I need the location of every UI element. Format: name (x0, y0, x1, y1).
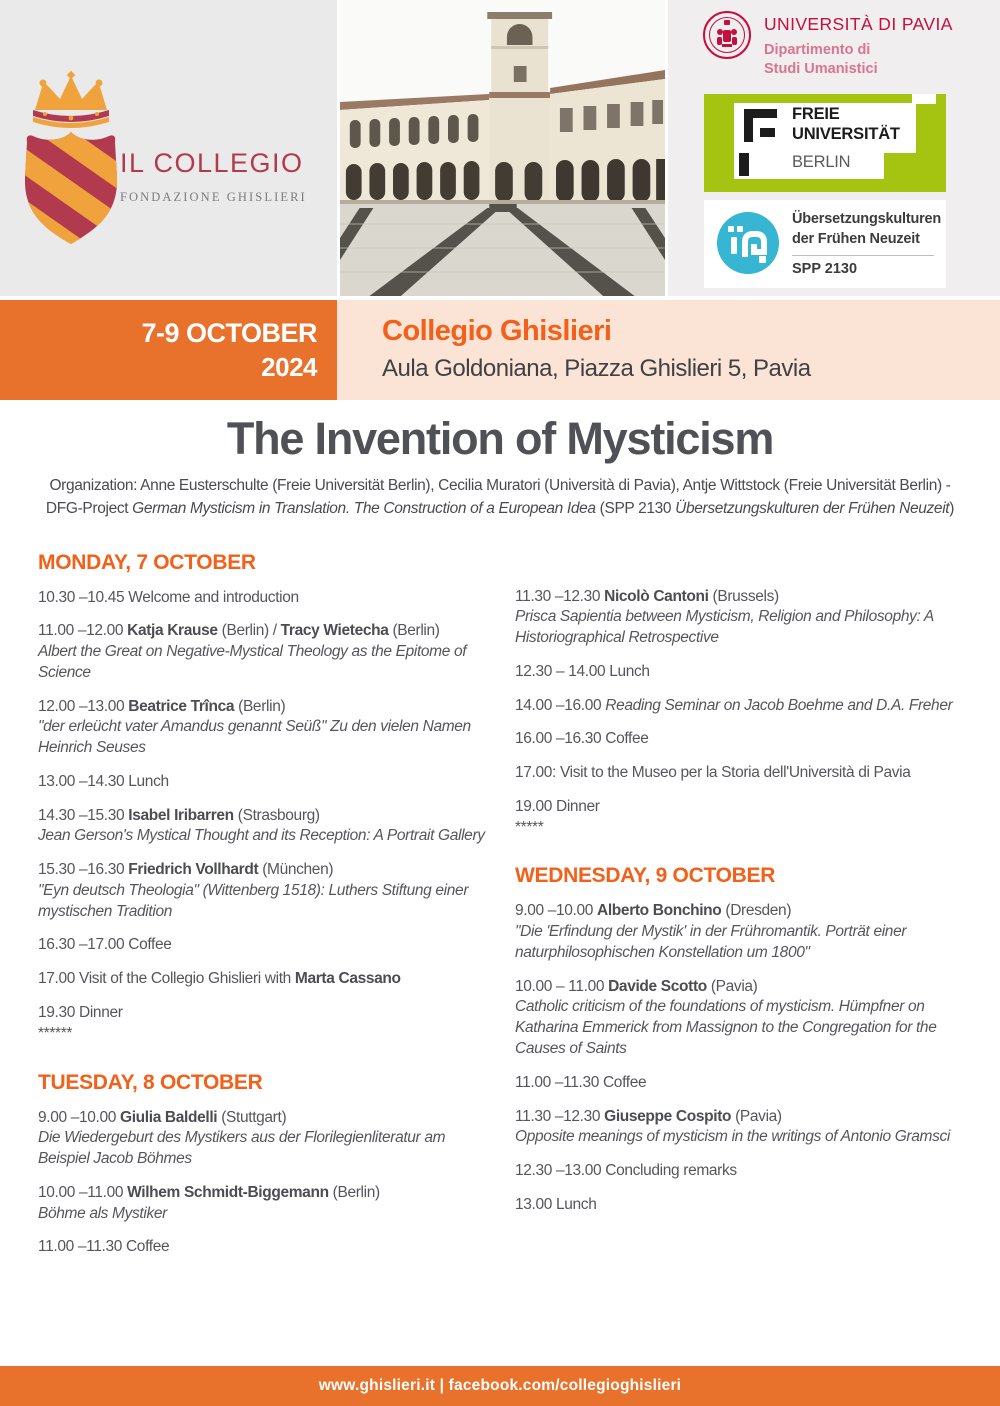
program-event (515, 587, 962, 649)
text-segment: (Dresden) (721, 902, 792, 920)
text-segment: 19.30 Dinner (38, 1003, 123, 1021)
text-segment: Alberto Bonchino (597, 902, 722, 920)
text-segment: 12.00 –13.00 (38, 697, 129, 715)
spp-divider (792, 255, 934, 256)
program-event (38, 1003, 485, 1045)
program-event (38, 806, 485, 848)
spp-line2: der Frühen Neuzeit (792, 230, 920, 247)
footer-bar (0, 1366, 1000, 1406)
text-segment: 11.30 –12.30 (515, 587, 605, 605)
text-segment: "Die 'Erfindung der Mystik' in der Frühromantik. Porträt einer naturphilosophischen Konstellation um 1800" (515, 923, 907, 961)
date-line2: 2024 (261, 351, 317, 382)
text-segment: 19.00 Dinner (515, 797, 600, 815)
program-event (38, 860, 485, 922)
program-event (515, 1161, 962, 1182)
fu-mark-icon (760, 128, 775, 137)
text-segment: 9.00 –10.00 (38, 1108, 120, 1126)
text-segment: 11.00 –11.30 Coffee (515, 1073, 647, 1091)
program-event (515, 1107, 962, 1149)
text-segment: 11.30 –12.30 (515, 1107, 605, 1125)
program-event (515, 1073, 962, 1094)
event-line (38, 588, 485, 609)
spp-line1: Übersetzungskulturen (792, 211, 942, 227)
event-line (38, 1024, 485, 1045)
text-segment: 16.30 –17.00 Coffee (38, 936, 172, 954)
event-line (38, 881, 485, 923)
fu-logo-white-block (912, 94, 936, 104)
program-column-left (38, 547, 485, 1259)
event-line (38, 772, 485, 793)
text-segment: Reading Seminar on Jacob Boehme and D.A. Freher (605, 696, 953, 714)
program-event (38, 588, 485, 609)
text-segment: German Mysticism in Translation. The Construction of a European Idea (132, 500, 596, 518)
event-line (515, 729, 962, 750)
event-line (515, 797, 962, 818)
event-line (515, 1161, 962, 1182)
text-segment: Beatrice Trînca (128, 697, 235, 715)
date-venue-banner (0, 300, 1000, 400)
program (38, 547, 962, 1259)
unipv-text (764, 10, 953, 79)
text-segment: 17.00: Visit to the Museo per la Storia dell'Università di Pavia (515, 764, 911, 782)
organization-line (25, 474, 975, 497)
text-segment: Catholic criticism of the foundations of mysticism. Hümpfner on Katharina Emmerick from Massignon to the Congregation for the Causes of Saints (515, 998, 937, 1057)
venue-address: Aula Goldoniana, Piazza Ghislieri 5, Pavia (382, 355, 811, 382)
text-segment: (Pavia) (731, 1107, 782, 1125)
event-line (38, 1108, 485, 1129)
text-segment: Katja Krause (127, 622, 218, 640)
text-segment: (Brussels) (708, 587, 779, 605)
text-segment: "Eyn deutsch Theologia" (Wittenberg 1518): Luthers Stiftung einer mystischen Tradition (38, 881, 469, 920)
event-line (38, 969, 485, 990)
page-title: The Invention of Mysticism (226, 413, 774, 464)
event-line (38, 1204, 485, 1225)
program-event (38, 969, 485, 990)
unipv-dept-line1: Dipartimento di (764, 42, 871, 58)
program-event (515, 901, 962, 963)
event-line (38, 717, 485, 759)
text-segment: Friedrich Vollhardt (128, 861, 259, 879)
text-segment: 15.30 –16.30 (38, 861, 129, 879)
text-segment: Giuseppe Cospito (604, 1107, 732, 1125)
text-segment: Übersetzungskulturen der Frühen Neuzeit (675, 500, 950, 518)
ghislieri-logo-text (120, 148, 325, 205)
text-segment: 13.00 Lunch (515, 1195, 597, 1213)
text-segment: 12.30 – 14.00 Lunch (515, 662, 650, 680)
event-line (515, 997, 962, 1059)
event-line (515, 1073, 962, 1094)
text-segment: DFG-Project (45, 500, 133, 518)
event-line (38, 1183, 485, 1204)
program-event (515, 763, 962, 784)
text-segment: Opposite meanings of mysticism in the writings of Antonio Gramsci (515, 1128, 950, 1146)
event-dates (0, 300, 337, 400)
unipv-logo (702, 10, 953, 79)
organization-credits (25, 474, 975, 521)
text-segment: (Berlin) (388, 622, 440, 640)
text-segment: (Berlin) (234, 697, 286, 715)
program-event (38, 697, 485, 759)
text-segment: Nicolò Cantoni (604, 587, 709, 605)
text-segment: Isabel Iribarren (128, 806, 234, 824)
day-heading: WEDNESDAY, 9 OCTOBER (515, 864, 776, 888)
partner-logos-panel (668, 0, 1000, 296)
fu-berlin-logo (704, 94, 946, 192)
text-segment: 17.00 Visit of the Collegio Ghislieri with (38, 970, 295, 988)
event-line (515, 763, 962, 784)
text-segment: (Stuttgart) (217, 1108, 287, 1126)
text-segment: (Pavia) (706, 977, 758, 995)
text-segment: ***** (515, 818, 544, 836)
event-line (515, 818, 962, 839)
event-line (515, 587, 962, 608)
text-segment: (Berlin) (328, 1183, 380, 1201)
spp-circle-icon (716, 211, 780, 275)
program-event (515, 1195, 962, 1216)
program-event (515, 977, 962, 1060)
unipv-department (764, 41, 953, 79)
date-line1: 7-9 OCTOBER (141, 318, 317, 349)
program-event (515, 696, 962, 717)
organization-line (25, 497, 975, 520)
fu-mark-icon (744, 109, 753, 142)
text-segment: 11.00 –11.30 Coffee (38, 1238, 170, 1256)
event-line (38, 806, 485, 827)
fu-logo-line3: BERLIN (792, 153, 851, 171)
text-segment: Böhme als Mystiker (38, 1204, 167, 1222)
fu-mark-icon (739, 153, 749, 176)
ghislieri-logo-panel (0, 0, 337, 296)
event-line (38, 860, 485, 881)
program-event (515, 662, 962, 683)
text-segment: (München) (258, 861, 334, 879)
event-line (38, 642, 485, 684)
program-event (38, 772, 485, 793)
fu-logo-line1: FREIE (792, 105, 840, 123)
fu-logo-line2: UNIVERSITÄT (792, 125, 900, 143)
text-segment: 14.00 –16.00 (515, 696, 606, 714)
crown-and-shield-icon (24, 70, 118, 251)
text-segment: ****** (38, 1024, 73, 1042)
spp-code: SPP 2130 (792, 261, 858, 278)
text-segment: (Strasbourg) (233, 806, 320, 824)
event-line (38, 1003, 485, 1024)
event-line (515, 1127, 962, 1148)
unipv-dept-line2: Studi Umanistici (764, 60, 878, 77)
venue-block (337, 300, 1000, 400)
program-column-right (515, 547, 962, 1259)
ghislieri-logo-title: IL COLLEGIO (120, 148, 304, 178)
event-line (515, 662, 962, 683)
event-line (38, 826, 485, 847)
program-event (38, 1183, 485, 1225)
event-line (38, 935, 485, 956)
text-segment: 9.00 –10.00 (515, 902, 597, 920)
spp-2130-logo (704, 200, 946, 288)
text-segment: 10.00 –11.00 (38, 1183, 128, 1201)
text-segment: Prisca Sapientia between Mysticism, Religion and Philosophy: A Historiographical Retrospective (515, 608, 934, 647)
text-segment: 14.30 –15.30 (38, 806, 129, 824)
event-line (515, 607, 962, 649)
program-event (38, 935, 485, 956)
program-event (515, 729, 962, 750)
event-line (38, 621, 485, 642)
text-segment: (SPP 2130 (595, 500, 676, 518)
event-line (515, 1195, 962, 1216)
courtyard-photo (337, 0, 668, 296)
event-line (515, 977, 962, 998)
event-line (515, 922, 962, 964)
event-line (515, 1107, 962, 1128)
text-segment: ) (949, 500, 955, 518)
text-segment: 10.30 –10.45 Welcome and introduction (38, 588, 299, 606)
venue-name: Collegio Ghislieri (382, 315, 612, 347)
event-line (38, 697, 485, 718)
event-line (38, 1128, 485, 1170)
footer-links: www.ghislieri.it | facebook.com/collegioghislieri (318, 1377, 682, 1394)
unipv-name: UNIVERSITÀ DI PAVIA (764, 14, 953, 34)
program-event (38, 1108, 485, 1170)
text-segment: Jean Gerson's Mystical Thought and its Reception: A Portrait Gallery (38, 827, 485, 845)
event-line (515, 901, 962, 922)
header (0, 0, 1000, 296)
text-segment: 11.00 –12.00 (38, 622, 128, 640)
program-event (515, 797, 962, 839)
text-segment: 10.00 – 11.00 (515, 977, 609, 995)
text-segment: Organization: Anne Eusterschulte (Freie Universität Berlin), Cecilia Muratori (Università di Pavia), Antje Wittstock (Freie Universität Berlin) - (49, 477, 951, 494)
text-segment: Davide Scotto (608, 977, 707, 995)
text-segment: Giulia Baldelli (120, 1108, 218, 1126)
text-segment: (Berlin) / (217, 622, 281, 640)
spp-text (792, 210, 940, 277)
text-segment: 16.00 –16.30 Coffee (515, 730, 649, 748)
text-segment: Tracy Wietecha (280, 622, 389, 640)
program-event (38, 1237, 485, 1258)
unipv-seal-icon (702, 10, 752, 60)
event-line (515, 696, 962, 717)
ghislieri-logo-subtitle: FONDAZIONE GHISLIERI (120, 190, 307, 204)
text-segment: 13.00 –14.30 Lunch (38, 772, 169, 790)
event-line (38, 1237, 485, 1258)
text-segment: Die Wiedergeburt des Mystikers aus der Florilegienliteratur am Beispiel Jacob Böhmes (38, 1129, 446, 1168)
text-segment: 12.30 –13.00 Concluding remarks (515, 1162, 737, 1180)
text-segment: Wilhem Schmidt-Biggemann (127, 1183, 329, 1201)
day-heading: MONDAY, 7 OCTOBER (38, 550, 256, 574)
day-heading: TUESDAY, 8 OCTOBER (38, 1070, 263, 1094)
text-segment: "der erleücht vater Amandus genannt Seüß" Zu den vielen Namen Heinrich Seuses (38, 718, 471, 757)
text-segment: Marta Cassano (294, 970, 401, 988)
program-event (38, 621, 485, 683)
text-segment: Albert the Great on Negative-Mystical Theology as the Epitome of Science (38, 643, 467, 681)
